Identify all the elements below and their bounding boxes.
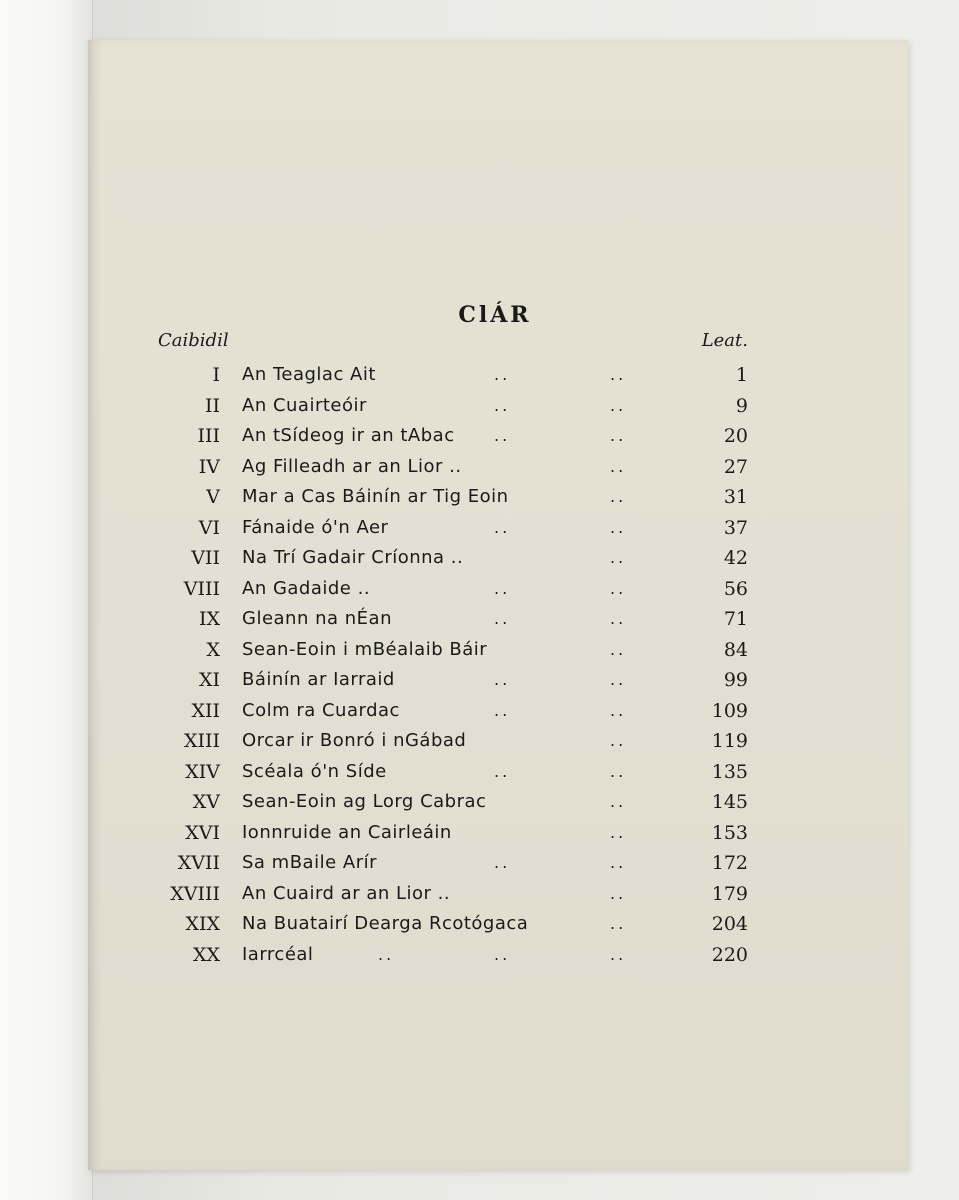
leader-dots: .. — [494, 426, 511, 445]
page-number: 179 — [711, 882, 748, 905]
page-number: 9 — [735, 394, 748, 417]
page-number: 56 — [723, 577, 748, 600]
toc-entry — [158, 391, 748, 422]
chapter-number: XVI — [185, 821, 220, 844]
chapter-title: An Cuaird ar an Lior .. — [242, 882, 451, 904]
chapter-number: III — [197, 425, 220, 447]
chapter-number: XX — [192, 943, 220, 966]
leader-dots: .. — [610, 487, 627, 506]
page-number: 119 — [711, 730, 748, 752]
chapter-title: Gleann na nÉan — [242, 608, 392, 629]
chapter-title: Scéala ó'n Síde — [242, 760, 387, 782]
table-of-contents — [158, 302, 748, 970]
page-number: 84 — [723, 638, 748, 661]
toc-entry — [158, 452, 748, 483]
leader-dots: .. — [494, 578, 511, 598]
leader-dots: .. — [494, 670, 511, 689]
toc-entry — [158, 665, 748, 696]
leader-dots: .. — [610, 517, 627, 537]
leader-dots: .. — [610, 456, 627, 476]
leader-dots: .. — [610, 609, 627, 628]
toc-entries — [158, 360, 748, 970]
chapter-number: I — [212, 364, 220, 386]
chapter-number: XVIII — [170, 882, 220, 905]
toc-entry — [158, 879, 748, 910]
chapter-number: XV — [192, 791, 220, 813]
chapter-title: Mar a Cas Báinín ar Tig Eoin — [242, 486, 509, 507]
toc-entry — [158, 757, 748, 788]
page-number: 42 — [723, 547, 748, 569]
leader-dots: .. — [610, 883, 627, 903]
chapter-title: Sean-Eoin ag Lorg Cabrac — [242, 791, 487, 812]
chapter-number: II — [204, 394, 220, 417]
toc-entry — [158, 848, 748, 879]
left-page-edge — [0, 0, 93, 1200]
page-number: 109 — [711, 699, 748, 722]
toc-entry — [158, 482, 748, 513]
toc-entry — [158, 574, 748, 605]
chapter-number: V — [206, 486, 220, 508]
chapter-number: VI — [198, 516, 220, 539]
leader-dots: .. — [494, 853, 511, 872]
chapter-number: XI — [198, 669, 220, 691]
leader-dots: .. — [610, 731, 627, 750]
leader-dots: .. — [494, 761, 511, 781]
page-number: 220 — [711, 943, 748, 966]
chapter-title: Orcar ir Bonró i nGábad — [242, 730, 467, 751]
page-number: 204 — [711, 913, 748, 935]
chapter-number: XIII — [183, 730, 220, 752]
toc-entry — [158, 909, 748, 940]
leader-dots: .. — [610, 578, 627, 598]
toc-entry — [158, 696, 748, 727]
toc-entry — [158, 940, 748, 971]
chapter-number: IX — [198, 608, 220, 630]
page-number: 27 — [723, 455, 748, 478]
chapter-number: XIV — [185, 760, 220, 783]
chapter-title: An Cuairteóir — [242, 394, 367, 416]
leader-dots: .. — [610, 761, 627, 781]
page-number: 172 — [711, 852, 748, 874]
leader-dots: .. — [610, 944, 627, 964]
toc-entry — [158, 421, 748, 452]
toc-column-headings — [158, 330, 748, 360]
toc-entry — [158, 635, 748, 666]
chapter-number: VII — [191, 547, 220, 569]
chapter-title: Ionnruide an Cairleáin — [242, 821, 452, 843]
toc-entry — [158, 818, 748, 849]
leader-dots: .. — [494, 609, 511, 628]
chapter-number: IV — [198, 455, 220, 478]
toc-title: ClÁR — [458, 302, 532, 328]
page-number: 71 — [723, 608, 748, 630]
page-number: 37 — [723, 516, 748, 539]
leader-dots: .. — [610, 395, 627, 415]
book-page — [88, 40, 908, 1170]
chapter-title: Na Trí Gadair Críonna .. — [242, 547, 464, 568]
leader-dots: .. — [494, 395, 511, 415]
leader-dots: .. — [610, 670, 627, 689]
page-number: 20 — [723, 425, 748, 447]
leader-dots: .. — [610, 700, 627, 720]
page-number: 99 — [723, 669, 748, 691]
toc-entry — [158, 787, 748, 818]
chapter-title: Ag Filleadh ar an Lior .. — [242, 455, 462, 477]
page-number: 153 — [711, 821, 748, 844]
chapter-number: XII — [191, 699, 220, 722]
chapter-number: XVII — [177, 852, 220, 874]
page-number: 1 — [735, 364, 748, 386]
leader-dots: .. — [610, 548, 627, 567]
toc-entry — [158, 513, 748, 544]
chapter-column-heading: Caibidil — [158, 330, 229, 351]
leader-dots: .. — [610, 639, 627, 659]
page-number: 135 — [711, 760, 748, 783]
toc-entry — [158, 543, 748, 574]
leader-dots: .. — [494, 517, 511, 537]
leader-dots: .. — [610, 792, 627, 811]
toc-entry — [158, 604, 748, 635]
chapter-title: Colm ra Cuardac — [242, 699, 400, 721]
chapter-title: Fánaide ó'n Aer — [242, 516, 389, 538]
chapter-title: An Gadaide .. — [242, 577, 371, 599]
page-column-heading: Leat. — [701, 330, 748, 351]
toc-entry — [158, 360, 748, 391]
toc-entry — [158, 726, 748, 757]
chapter-number: X — [206, 638, 220, 661]
leader-dots: .. — [610, 914, 627, 933]
leader-dots: .. — [610, 822, 627, 842]
leader-dots: .. — [494, 944, 511, 964]
chapter-title: Sean-Eoin i mBéalaib Báir — [242, 638, 488, 660]
leader-dots: .. — [494, 365, 511, 384]
page-number: 145 — [711, 791, 748, 813]
leader-dots: .. — [610, 426, 627, 445]
chapter-title: Báinín ar Iarraid — [242, 669, 395, 690]
chapter-title: Iarrcéal — [242, 943, 314, 965]
chapter-number: XIX — [185, 913, 220, 935]
leader-dots: .. — [610, 853, 627, 872]
chapter-title: Sa mBaile Arír — [242, 852, 378, 873]
chapter-title: Na Buatairí Dearga Rcotógaca — [242, 913, 529, 934]
chapter-title: An tSídeog ir an tAbac — [242, 425, 455, 446]
page-number: 31 — [723, 486, 748, 508]
leader-dots: .. — [610, 365, 627, 384]
chapter-number: VIII — [183, 577, 220, 600]
leader-dots: .. — [378, 944, 395, 964]
chapter-title: An Teaglac Ait — [242, 364, 376, 385]
leader-dots: .. — [494, 700, 511, 720]
